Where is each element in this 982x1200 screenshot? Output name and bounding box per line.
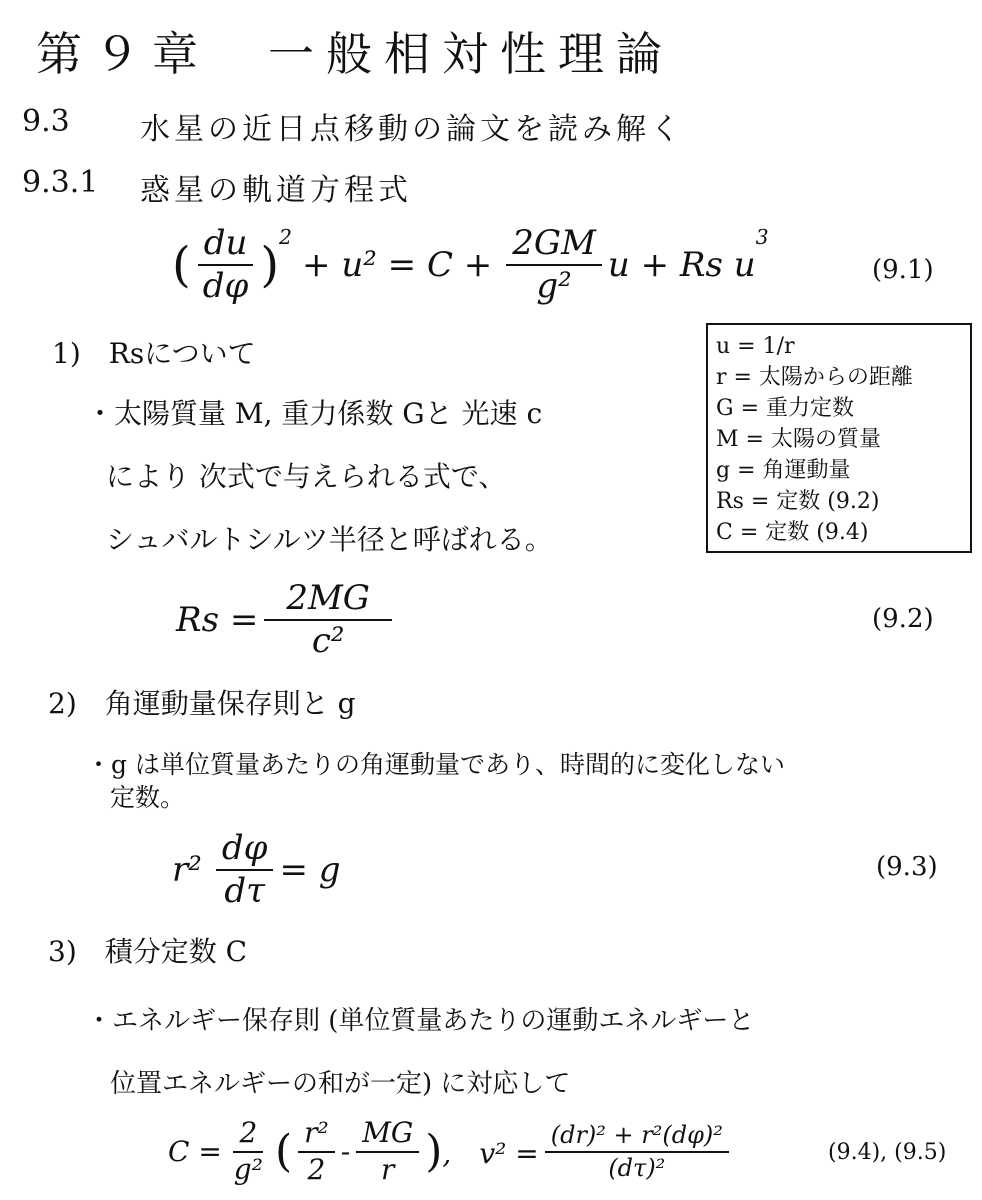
fraction-numerator: 2MG [264,580,392,621]
fraction-numerator: 2 [233,1118,263,1153]
equation-9-2 [176,580,398,661]
fraction-denominator: (dτ)² [608,1153,666,1182]
item-2-line: 定数。 [110,783,186,812]
subsection-number: 9.3.1 [22,165,99,200]
section-title: 水星の近日点移動の論文を読み解く [140,112,684,147]
fraction-numerator: (dr)² + r²(dφ)² [545,1122,729,1152]
paren-close: ) [260,237,280,294]
equation-9-3 [172,830,341,911]
equation-middle: , v² = [442,1136,539,1170]
definition-item: u = 1/r [716,334,795,359]
exponent: 3 [755,225,769,249]
definition-item: g = 角運動量 [716,458,851,483]
item-3-heading: 3) 積分定数 C [48,935,248,968]
fraction-mg-r [356,1118,419,1186]
fraction-denominator: dτ [224,871,265,912]
fraction-r2-2 [298,1118,335,1186]
section-number: 9.3 [22,104,70,139]
equation-label: (9.3) [876,852,938,882]
equation-lhs: r² [172,850,202,891]
item-1-line: シュバルトシルツ半径と呼ばれる。 [106,523,553,556]
exponent: 2 [279,225,293,249]
definition-item: Rs = 定数 (9.2) [716,489,880,514]
item-1-heading: 1) Rsについて [52,337,256,370]
equation-lhs: Rs = [176,600,259,641]
fraction-denominator: g² [233,1152,263,1186]
chapter-title: 第９章 一般相対性理論 [36,27,674,81]
equation-label: (9.2) [872,604,934,634]
equation-label: (9.1) [872,255,934,285]
item-1-line: ・太陽質量 M, 重力係数 Gと 光速 c [86,397,543,430]
fraction-denominator: c² [311,621,345,662]
equation-rhs: = g [279,850,341,891]
fraction-numerator: MG [356,1118,419,1153]
equation-9-4-9-5 [168,1118,735,1186]
equation-label: (9.4), (9.5) [828,1140,947,1165]
fraction-denominator: g² [536,266,572,307]
item-2-line: ・g は単位質量あたりの角運動量であり、時間的に変化しない [86,750,785,779]
item-1-line: により 次式で与えられる式で、 [106,460,507,493]
fraction-2mg-c2 [264,580,392,661]
fraction-numerator: dφ [216,830,274,871]
definition-item: r = 太陽からの距離 [716,365,913,390]
equation-lhs: C = [168,1135,222,1169]
paren-open: ( [274,1126,293,1178]
definition-item: G = 重力定数 [716,396,854,421]
equation-rhs: u + Rs u [607,245,756,286]
definitions-box [706,323,972,553]
item-3-line: 位置エネルギーの和が一定) に対応して [110,1069,571,1099]
equation-middle: + u² = C + [302,245,493,286]
fraction-denominator: 2 [307,1152,326,1186]
fraction-denominator: r [381,1152,395,1186]
fraction-numerator: du [198,225,254,266]
definition-item: C = 定数 (9.4) [716,520,869,545]
fraction-2gm-g2 [506,225,602,306]
definition-item: M = 太陽の質量 [716,427,881,452]
item-3-line: ・エネルギー保存則 (単位質量あたりの運動エネルギーと [86,1006,755,1036]
subsection-title: 惑星の軌道方程式 [140,173,412,208]
fraction-numerator: r² [298,1118,335,1153]
fraction-dphi-dtau [216,830,274,911]
fraction-denominator: dφ [202,266,249,307]
minus-sign: - [340,1135,351,1169]
fraction-2-g2 [228,1118,269,1186]
item-2-heading: 2) 角運動量保存則と g [48,687,356,720]
fraction-velocity [545,1122,729,1181]
paren-open: ( [172,237,191,294]
fraction-du-dphi [197,225,255,306]
paren-close: ) [425,1126,443,1178]
fraction-numerator: 2GM [506,225,602,266]
equation-9-1 [172,225,769,306]
